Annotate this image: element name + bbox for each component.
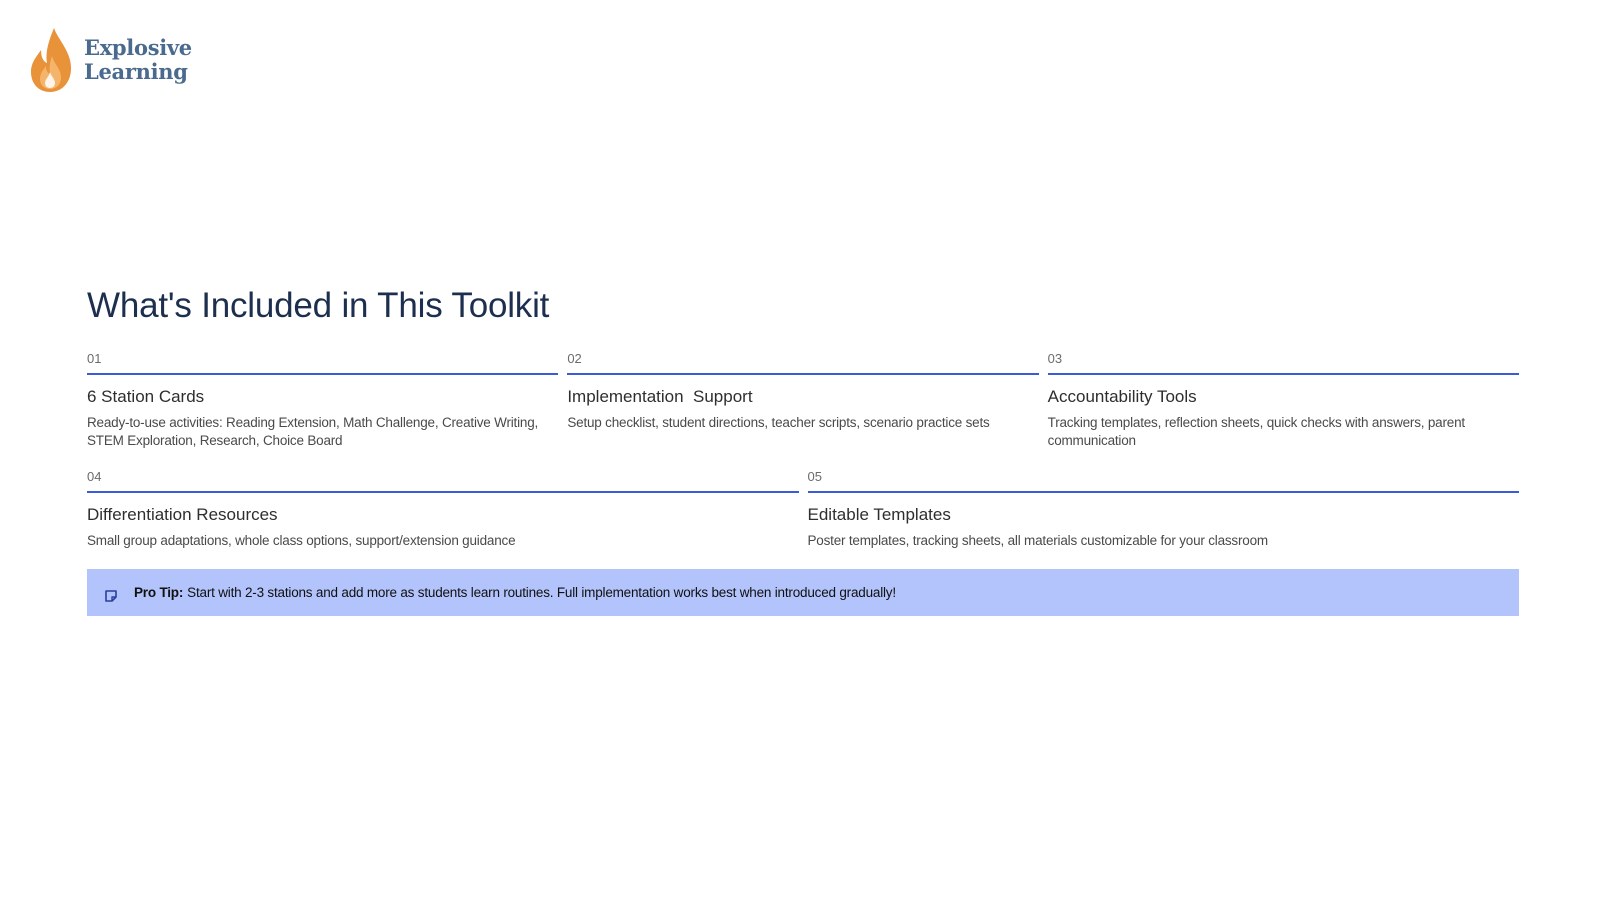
item-number: 05 bbox=[807, 469, 822, 484]
item-divider bbox=[87, 373, 558, 375]
item-divider bbox=[87, 491, 799, 493]
item-number: 03 bbox=[1047, 351, 1063, 366]
toolkit-item-04 bbox=[87, 469, 799, 550]
item-title: Implementation Support bbox=[567, 387, 753, 406]
item-number: 02 bbox=[567, 351, 582, 366]
item-number: 01 bbox=[87, 351, 102, 366]
item-number: 04 bbox=[87, 469, 102, 484]
item-title: Differentiation Resources bbox=[87, 505, 278, 524]
items-row-2 bbox=[87, 469, 1519, 550]
toolkit-item-05 bbox=[808, 469, 1520, 550]
sticky-note-icon bbox=[104, 589, 118, 603]
item-description: Ready-to-use activities: Reading Extension, Math Challenge, Creative Writing, STEM Exploration, Research, Choice Board bbox=[87, 415, 539, 448]
item-divider bbox=[1048, 373, 1519, 375]
item-divider bbox=[567, 373, 1038, 375]
item-description: Setup checklist, student directions, teacher scripts, scenario practice sets bbox=[567, 415, 990, 430]
item-description: Poster templates, tracking sheets, all materials customizable for your classroom bbox=[807, 533, 1268, 548]
pro-tip-text: Start with 2-3 stations and add more as students learn routines. Full implementation works best when introduced gradually! bbox=[187, 585, 896, 600]
item-description: Small group adaptations, whole class options, support/extension guidance bbox=[87, 533, 516, 548]
item-description: Tracking templates, reflection sheets, quick checks with answers, parent communication bbox=[1047, 415, 1465, 448]
toolkit-item-01 bbox=[87, 351, 558, 450]
brand-name-line2: Learning bbox=[84, 59, 188, 84]
flame-icon bbox=[28, 26, 74, 94]
brand-name bbox=[84, 36, 192, 84]
page-title: What's Included in This Toolkit bbox=[87, 286, 550, 325]
pro-tip-banner bbox=[87, 569, 1519, 616]
item-divider bbox=[808, 491, 1520, 493]
brand-name-line1: Explosive bbox=[84, 35, 192, 60]
brand-logo bbox=[28, 26, 192, 94]
item-title: 6 Station Cards bbox=[87, 387, 205, 406]
item-title: Accountability Tools bbox=[1047, 387, 1197, 406]
toolkit-item-03 bbox=[1048, 351, 1519, 450]
items-row-1 bbox=[87, 351, 1519, 450]
pro-tip-label: Pro Tip: bbox=[134, 585, 184, 600]
toolkit-item-02 bbox=[567, 351, 1038, 450]
item-title: Editable Templates bbox=[807, 505, 951, 524]
